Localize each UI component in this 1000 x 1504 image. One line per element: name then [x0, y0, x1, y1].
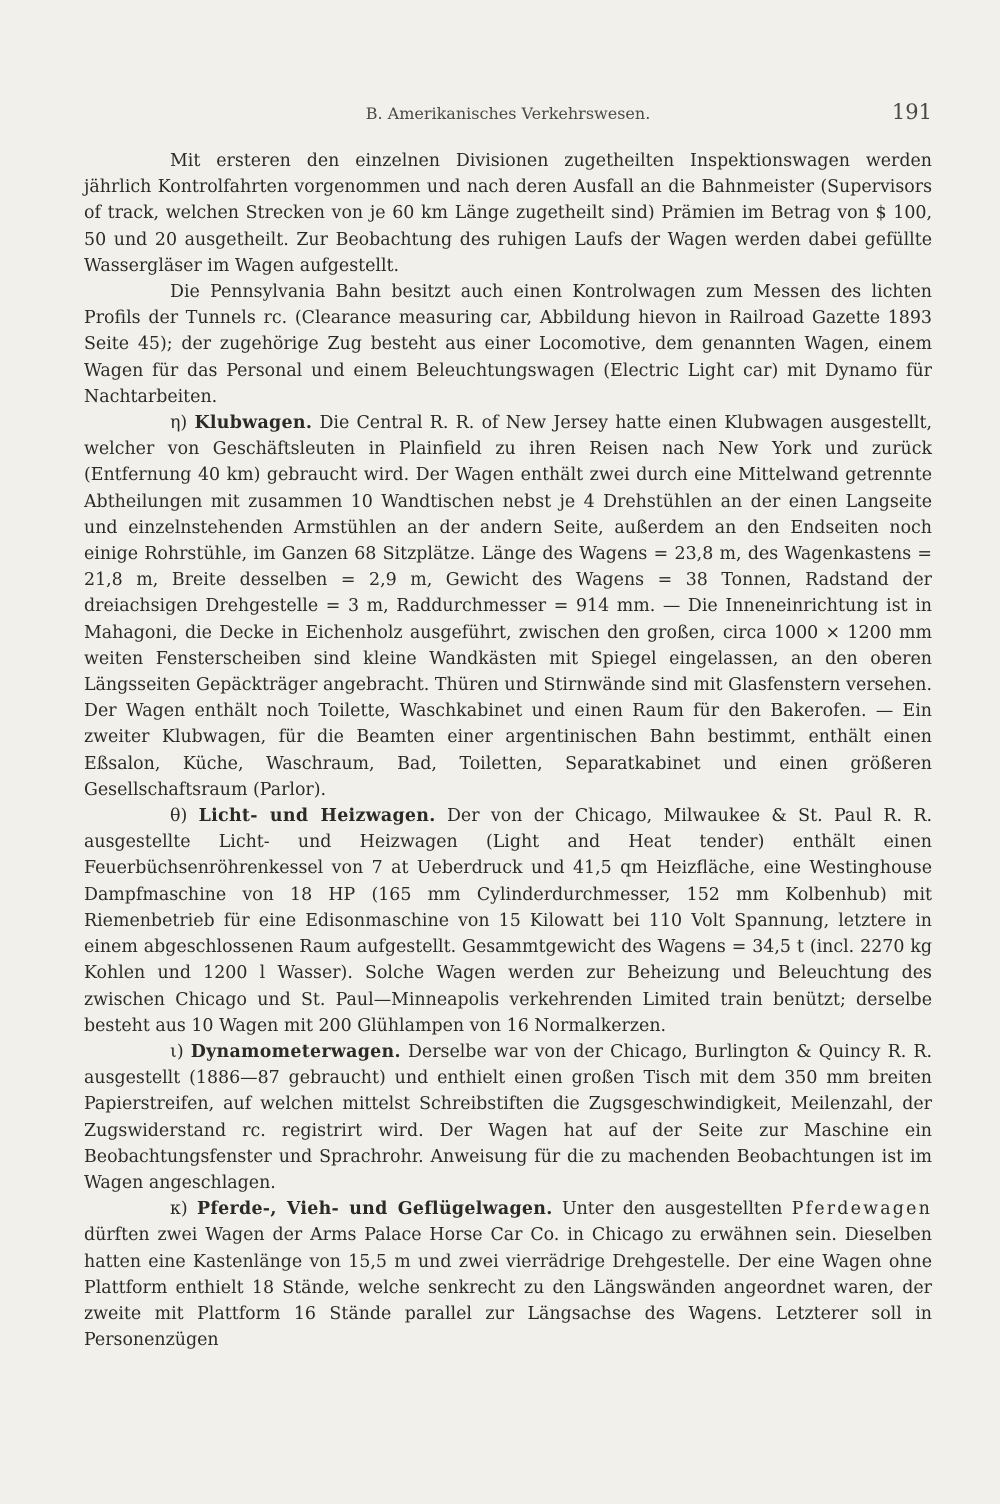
- section-heading: Dynamometerwagen.: [190, 1041, 401, 1062]
- paragraph-text: Mit ersteren den einzelnen Divisionen zugetheilten Inspektionswagen werden jährlich Kontrolfahrten vorgenommen und nach deren Ausfall an die Bahnmeister (Supervisors of track, welchen Strecken von je 60 km Länge zugetheilt sind) Prämien im Betrag von $ 100, 50 und 20 ausgetheilt. Zur Beobachtung des ruhigen Laufs der Wagen werden dabei gefüllte Wassergläser im Wagen aufgestellt.: [84, 151, 932, 276]
- page-number: 191: [891, 100, 932, 124]
- section-dynamometer-wagons: [84, 1039, 932, 1196]
- paragraph-text: Die Central R. R. of New Jersey hatte einen Klubwagen ausgestellt, welcher von Geschäftsleuten in Plainfield zu ihren Reisen nach New York und zurück (Entfernung 40 km) gebraucht wird. Der Wagen enthält zwei durch eine Mittelwand getrennte Abtheilungen mit zusammen 10 Wandtischen nebst je 4 Drehstühlen an der einen Langseite und einzelnstehenden Armstühlen an der andern Seite, außerdem an den Endseiten noch einige Rohrstühle, im Ganzen 68 Sitzplätze. Länge des Wagens = 23,8 m, des Wagenkastens = 21,8 m, Breite desselben = 2,9 m, Gewicht des Wagens = 38 Tonnen, Radstand der dreiachsigen Drehgestelle = 3 m, Raddurchmesser = 914 mm. — Die Inneneinrichtung ist in Mahagoni, die Decke in Eichenholz ausgeführt, zwischen den großen, circa 1000 × 1200 mm weiten Fensterscheiben sind kleine Wandkästen mit Spiegel eingelassen, an den oberen Längsseiten Gepäckträger angebracht. Thüren und Stirnwände sind mit Glasfenstern versehen. Der Wagen enthält noch Toilette, Waschkabinet und einen Raum für den Bakerofen. — Ein zweiter Klubwagen, für die Beamten einer argentinischen Bahn bestimmt, enthält einen Eßsalon, Küche, Waschraum, Bad, Toiletten, Separatkabinet und einen größeren Gesellschaftsraum (Parlor).: [84, 413, 932, 800]
- paragraph-text: dürften zwei Wagen der Arms Palace Horse Car Co. in Chicago zu erwähnen sein. Dieselben hatten eine Kastenlänge von 15,5 m und zwei vierrädrige Drehgestelle. Der eine Wagen ohne Plattform enthielt 18 Stände, welche senkrecht zu den Längswänden angeordnet waren, der zweite mit Plattform 16 Stände parallel zur Längsachse des Wagens. Letzterer soll in Personenzügen: [84, 1225, 932, 1351]
- spaced-emphasis: Pferdewagen: [791, 1199, 933, 1220]
- running-head: B. Amerikanisches Verkehrswesen.: [365, 104, 651, 123]
- paragraph-text: Die Pennsylvania Bahn besitzt auch einen Kontrolwagen zum Messen des lichten Profils der Tunnels rc. (Clearance measuring car, Abbildung hievon in Railroad Gazette 1893 Seite 45); der zugehörige Zug besteht aus einer Locomotive, dem genannten Wagen, einem Wagen für das Personal und einem Beleuchtungswagen (Electric Light car) mit Dynamo für Nachtarbeiten.: [84, 282, 932, 407]
- paragraph-inspection-wagons: [84, 148, 932, 279]
- body-text: [84, 148, 932, 1353]
- section-light-heat-wagons: [84, 803, 932, 1039]
- page-header: [84, 100, 932, 132]
- section-marker: η): [170, 413, 188, 434]
- section-marker: θ): [170, 806, 188, 827]
- paragraph-text: Derselbe war von der Chicago, Burlington & Quincy R. R. ausgestellt (1886—87 gebraucht) und enthielt einen großen Tisch mit dem 350 mm breiten Papierstreifen, auf welchen mittelst Schreibstiften die Zugsgeschwindigkeit, Meilenzahl, der Zugswiderstand rc. registrirt wird. Der Wagen hat auf der Seite zur Maschine ein Beobachtungsfenster und Sprachrohr. Anweisung für die zu machenden Beobachtungen ist im Wagen angeschlagen.: [84, 1041, 932, 1193]
- paragraph-clearance-car: [84, 279, 932, 410]
- paragraph-text-lead: Unter den ausgestellten: [561, 1199, 783, 1220]
- section-animal-wagons: [84, 1196, 932, 1353]
- section-club-wagons: [84, 410, 932, 803]
- section-heading: Klubwagen.: [194, 413, 313, 434]
- section-marker: κ): [170, 1199, 188, 1220]
- section-marker: ι): [170, 1041, 184, 1062]
- section-heading: Pferde-, Vieh- und Geflügelwagen.: [197, 1199, 553, 1220]
- section-heading: Licht- und Heizwagen.: [198, 806, 436, 827]
- paragraph-text: Der von der Chicago, Milwaukee & St. Paul R. R. ausgestellte Licht- und Heizwagen (Light and Heat tender) enthält einen Feuerbüchsenröhrenkessel von 7 at Ueberdruck und 41,5 qm Heizfläche, eine Westinghouse Dampfmaschine von 18 HP (165 mm Cylinderdurchmesser, 152 mm Kolbenhub) mit Riemenbetrieb für eine Edisonmaschine von 15 Kilowatt bei 110 Volt Spannung, letztere in einem abgeschlossenen Raum aufgestellt. Gesammtgewicht des Wagens = 34,5 t (incl. 2270 kg Kohlen und 1200 l Wasser). Solche Wagen werden zur Beheizung und Beleuchtung des zwischen Chicago und St. Paul—Minneapolis verkehrenden Limited train benützt; derselbe besteht aus 10 Wagen mit 200 Glühlampen von 16 Normalkerzen.: [84, 806, 932, 1036]
